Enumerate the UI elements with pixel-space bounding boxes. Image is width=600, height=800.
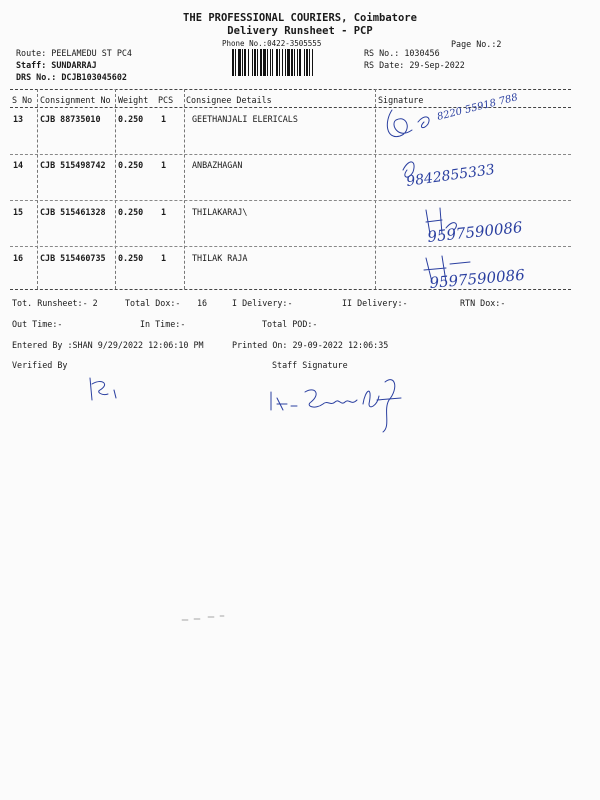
barcode-bar [291,49,293,76]
row-sno: 13 [13,114,24,124]
barcode-bar [306,49,308,76]
row-consignee: THILAK RAJA [192,253,248,263]
total-dox-label: Total Dox:- [125,298,181,308]
verified-by: Verified By [12,360,68,370]
row-consignment: CJB 515498742 [40,160,106,170]
phone-number: Phone No.:0422-3505555 [222,39,322,48]
row-weight: 0.250 [118,207,144,217]
row-pcs: 1 [161,160,167,170]
row-sno: 15 [13,207,24,217]
printed-on: Printed On: 29-09-2022 12:06:35 [232,340,389,350]
barcode-bar [297,49,298,76]
entered-by: Entered By :SHAN 9/29/2022 12:06:10 PM [12,340,204,350]
row-weight: 0.250 [118,160,144,170]
barcode-bar [299,49,301,76]
barcode-bar [309,49,310,76]
signature-note: 9842855333 [405,161,496,190]
col-rule [37,89,38,289]
barcode-bar [285,49,286,76]
signature-row-15 [420,198,565,248]
barcode-bar [279,49,280,76]
rtn-dox: RTN Dox:- [460,298,506,308]
barcode-bar [260,49,262,76]
row-sno: 14 [13,160,24,170]
row-pcs: 1 [161,114,167,124]
signature-note: 8220 55918 788 [436,92,519,123]
signature-row-16 [420,244,570,294]
barcode-bar [235,49,236,76]
rs-date: RS Date: 29-Sep-2022 [364,60,465,70]
barcode-graphic [231,49,355,76]
col-sno: S No [12,95,33,105]
barcode-bar [254,49,256,76]
barcode-bar [304,49,305,76]
barcode-bar [248,49,249,76]
row-weight: 0.250 [118,114,144,124]
col-consignment: Consignment No [40,95,111,105]
barcode-bar [238,49,241,76]
row-consignee: ANBAZHAGAN [192,160,243,170]
col-rule [184,89,185,289]
row-pcs: 1 [161,253,167,263]
signature-row-14 [395,150,535,195]
total-dox-value: 16 [197,298,208,308]
verifier-signature [80,372,140,407]
page-number: Page No.:2 [451,39,502,49]
row-consignment: CJB 515460735 [40,253,106,263]
barcode-bar [270,49,271,76]
barcode-bar [287,49,290,76]
signature-note: 9597590086 [428,265,526,292]
staff-signature [265,370,415,435]
barcode-bar [257,49,258,76]
row-weight: 0.250 [118,253,144,263]
header-rule-top [10,89,571,90]
barcode-bar [242,49,243,76]
barcode-bar [244,49,246,76]
total-pod: Total POD:- [262,319,318,329]
ii-delivery: II Delivery:- [342,298,408,308]
in-time: In Time:- [140,319,186,329]
staff-signature-label: Staff Signature [272,360,348,370]
row-consignment: CJB 88735010 [40,114,101,124]
runsheet-subtitle: Delivery Runsheet - PCP [227,25,373,37]
col-rule [115,89,116,289]
barcode-bar [312,49,313,76]
barcode-bar [282,49,283,76]
row-consignment: CJB 515461328 [40,207,106,217]
i-delivery: I Delivery:- [232,298,293,308]
col-rule [375,89,376,289]
signature-note: 9597590086 [426,218,524,246]
route: Route: PEELAMEDU ST PC4 [16,48,132,58]
total-runsheet: Tot. Runsheet:- 2 [12,298,98,308]
row-pcs: 1 [161,207,167,217]
col-consignee: Consignee Details [186,95,272,105]
rs-number: RS No.: 1030456 [364,48,440,58]
col-weight: Weight [118,95,149,105]
barcode-bar [294,49,295,76]
row-sno: 16 [13,253,24,263]
out-time: Out Time:- [12,319,63,329]
barcode-bar [263,49,266,76]
col-pcs: PCS [158,95,174,105]
barcode-bar [272,49,273,76]
barcode [231,49,355,76]
barcode-bar [232,49,234,76]
row-consignee: THILAKARAJ\ [192,207,248,217]
company-title: THE PROFESSIONAL COURIERS, Coimbatore [183,12,417,24]
drs-number: DRS No.: DCJB103045602 [16,72,127,82]
row-consignee: GEETHANJALI ELERICALS [192,114,298,124]
col-signature: Signature [378,95,424,105]
barcode-bar [267,49,268,76]
scan-specks [180,612,230,624]
barcode-bar [252,49,253,76]
signature-row-13 [378,92,519,150]
staff: Staff: SUNDARRAJ [16,60,97,70]
barcode-bar [276,49,278,76]
